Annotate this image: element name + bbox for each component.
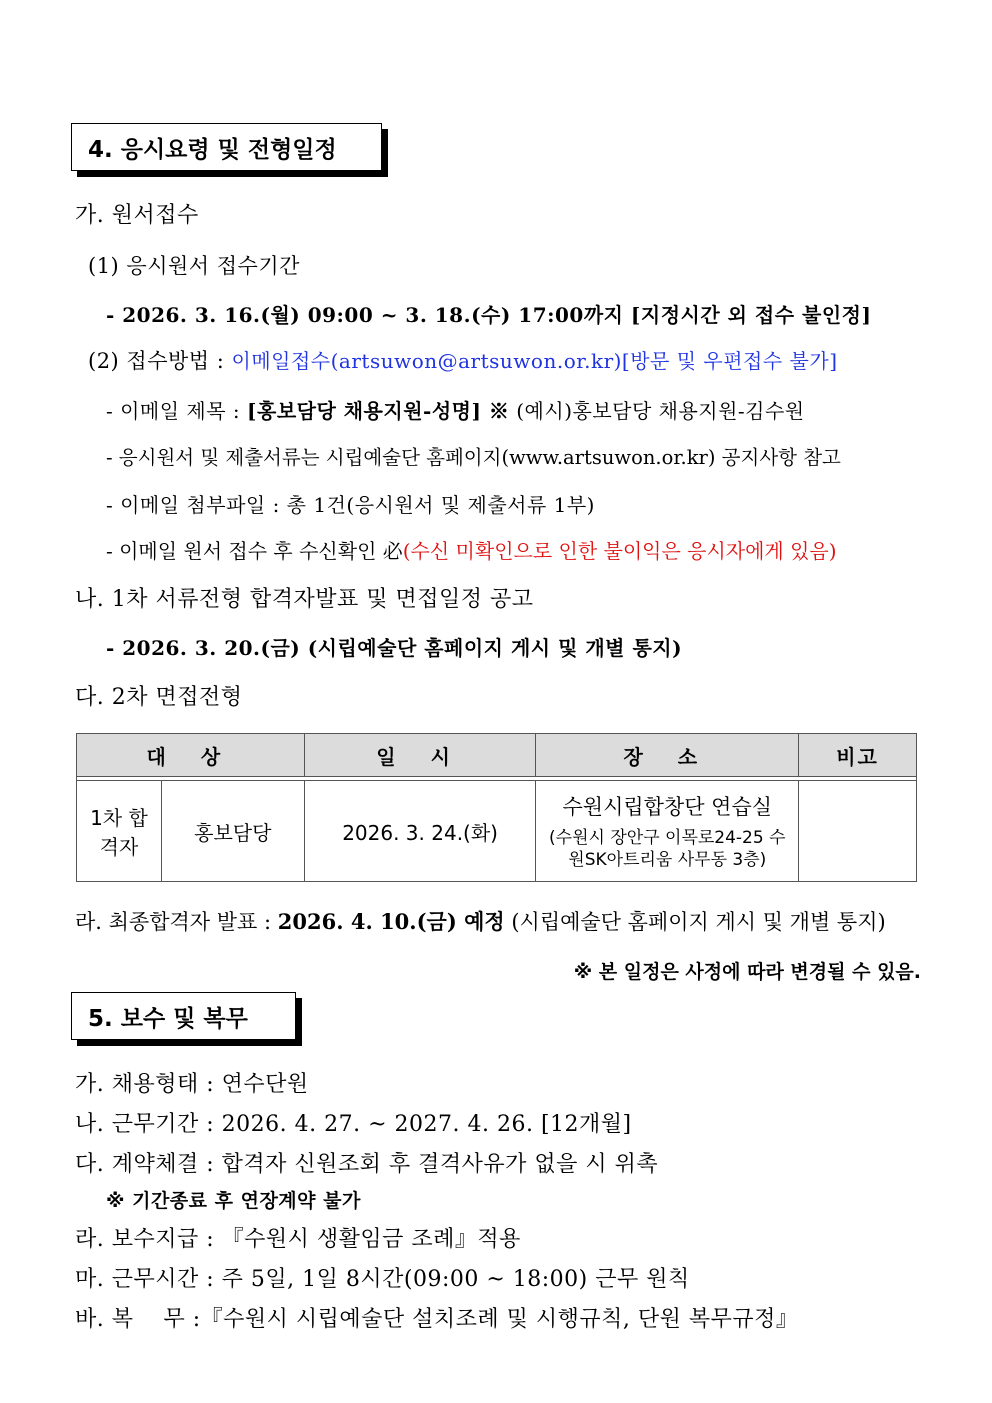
ra-suffix: (시립예술단 홈페이지 게시 및 개별 통지) [511, 910, 886, 934]
cell-group [77, 781, 162, 882]
item1-period: - 2026. 3. 16.(월) 09:00 ~ 3. 18.(수) 17:00까지 [지정시간 외 접수 불인정] [106, 303, 872, 327]
s5-da-note: ※ 기간종료 후 연장계약 불가 [106, 1190, 361, 1212]
header-datetime: 일 시 [304, 734, 536, 777]
header-remark: 비고 [799, 734, 917, 777]
attachment-note: - 이메일 첨부파일 : 총 1건(응시원서 및 제출서류 1부) [106, 493, 595, 517]
header-venue: 장 소 [536, 734, 799, 777]
cell-venue [536, 781, 799, 882]
confirm-warning: (수신 미확인으로 인한 불이익은 응시자에게 있음) [402, 539, 837, 563]
cell-datetime: 2026. 3. 24.(화) [304, 781, 536, 882]
section-4-title [71, 123, 382, 171]
s5-na: 나. 근무기간 : 2026. 4. 27. ~ 2027. 4. 26. [12개월] [75, 1112, 632, 1137]
section-5-title [71, 992, 296, 1040]
email-subject-example: (예시)홍보담당 채용지원-김수원 [516, 399, 805, 423]
item2-line [88, 345, 838, 375]
schedule-note: ※ 본 일정은 사정에 따라 변경될 수 있음. [573, 961, 921, 983]
section-5-title-text: 5. 보수 및 복무 [88, 1005, 248, 1032]
s5-ba: 바. 복 무 :『수원시 시립예술단 설치조례 및 시행규칙, 단원 복무규정』 [75, 1307, 799, 1332]
confirm-line [106, 535, 837, 564]
na-heading: 나. 1차 서류전형 합격자발표 및 면접일정 공고 [75, 587, 534, 612]
section-4-title-text: 4. 응시요령 및 전형일정 [88, 136, 337, 163]
item2-label: (2) 접수방법 : [88, 349, 225, 373]
email-subject-line [106, 395, 805, 424]
cell-position: 홍보담당 [161, 781, 304, 882]
forms-note: - 응시원서 및 제출서류는 시립예술단 홈페이지(www.artsuwon.or.kr) 공지사항 참고 [106, 446, 841, 469]
email-subject-format: [홍보담당 채용지원-성명] ※ [247, 399, 510, 423]
interview-table [76, 733, 917, 882]
venue-address: (수원시 장안구 이목로24-25 수원SK아트리움 사무동 3층) [549, 828, 786, 870]
da-heading: 다. 2차 면접전형 [75, 685, 243, 710]
email-subject-prefix: - 이메일 제목 : [106, 399, 241, 423]
header-target: 대 상 [77, 734, 305, 777]
ra-prefix: 라. 최종합격자 발표 : [75, 910, 272, 934]
ra-line [75, 906, 886, 936]
s5-ra: 라. 보수지급 : 『수원시 생활임금 조례』적용 [75, 1227, 521, 1252]
venue-name: 수원시립합창단 연습실 [562, 795, 773, 819]
cell-remark [799, 781, 917, 882]
na-detail: - 2026. 3. 20.(금) (시립예술단 홈페이지 게시 및 개별 통지) [106, 636, 683, 660]
ra-date: 2026. 4. 10.(금) 예정 [277, 909, 505, 934]
s5-ga: 가. 채용형태 : 연수단원 [75, 1072, 309, 1097]
confirm-prefix: - 이메일 원서 접수 후 수신확인 必 [106, 539, 403, 563]
table-row [77, 781, 917, 882]
item2-method: 이메일접수(artsuwon@artsuwon.or.kr)[방문 및 우편접수 불가] [231, 349, 838, 373]
item1-label: (1) 응시원서 접수기간 [88, 254, 300, 278]
ga-heading: 가. 원서접수 [75, 203, 199, 228]
cell-group-text: 1차 합격자 [90, 806, 148, 859]
s5-ma: 마. 근무시간 : 주 5일, 1일 8시간(09:00 ~ 18:00) 근무 원칙 [75, 1267, 690, 1292]
s5-da: 다. 계약체결 : 합격자 신원조회 후 결격사유가 없을 시 위촉 [75, 1152, 659, 1177]
